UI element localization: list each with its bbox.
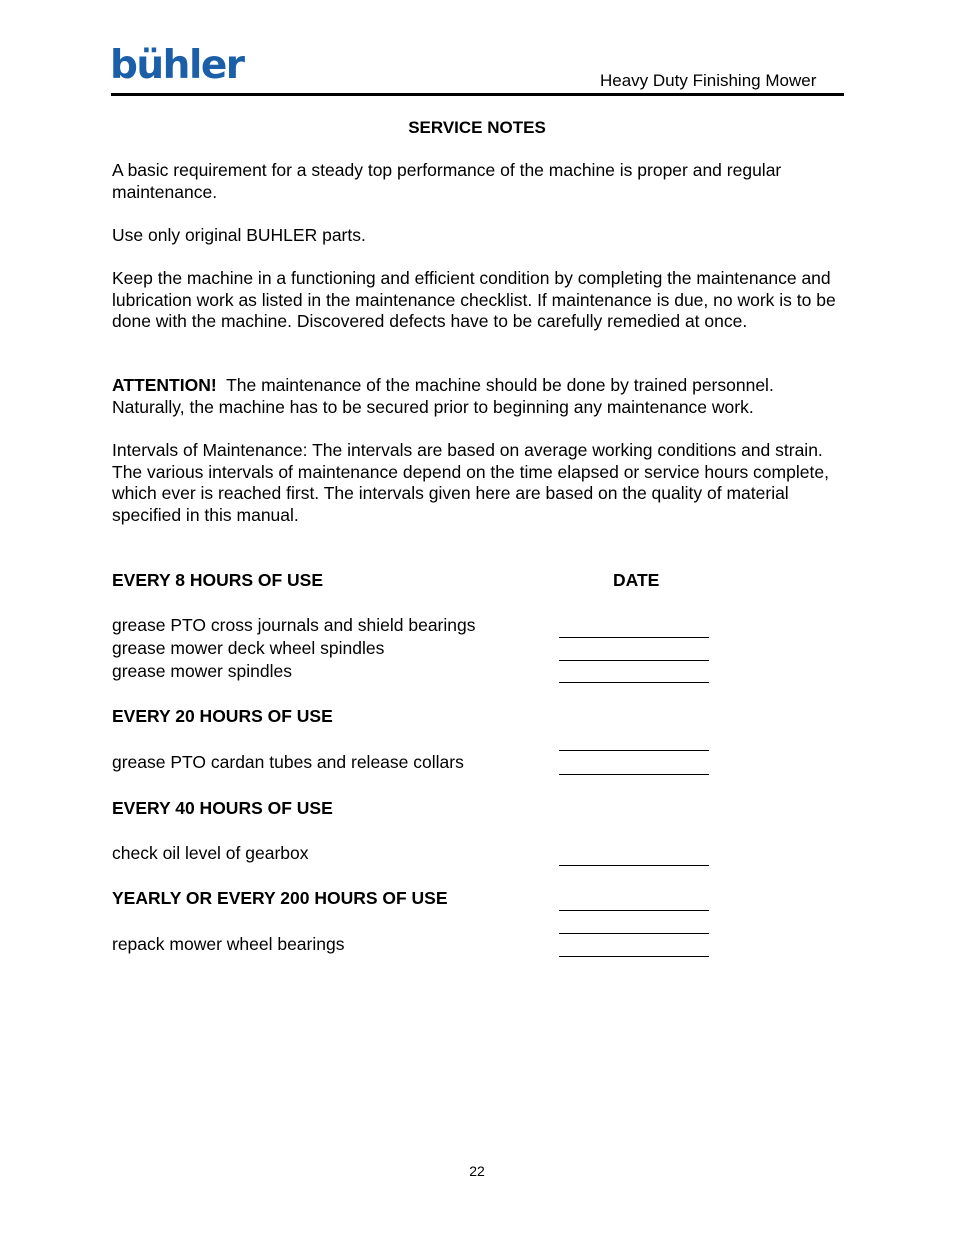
heading-yearly-200-hours: YEARLY OR EVERY 200 HOURS OF USE [112,888,448,908]
heading-every-8-hours: EVERY 8 HOURS OF USE [112,570,324,590]
date-entry-line[interactable] [559,956,709,957]
checklist-item: grease PTO cardan tubes and release collars [112,752,464,772]
paragraph-condition: Keep the machine in a functioning and efficient condition by completing the maintenance and lubrication work as listed in the maintenance checklist. If maintenance is due, no work is to be done with the machine. Discovered defects have to be carefully remedied at once. [112,268,836,332]
date-column-label: DATE [613,570,660,590]
date-entry-line[interactable] [559,750,709,751]
header-divider [111,93,844,96]
section-title: SERVICE NOTES [408,118,546,137]
date-entry-line[interactable] [559,660,709,661]
attention-text: The maintenance of the machine should be done by trained personnel. Naturally, the machine has to be secured prior to beginning any maintenance work. [112,375,784,417]
date-entry-line[interactable] [559,910,709,911]
checklist-item: grease mower deck wheel spindles [112,638,385,658]
date-entry-line[interactable] [559,637,709,638]
page-number: 22 [469,1163,485,1179]
date-entry-line[interactable] [559,774,709,775]
heading-every-20-hours: EVERY 20 HOURS OF USE [112,706,333,726]
attention-label: ATTENTION! [112,375,217,395]
paragraph-requirement: A basic requirement for a steady top performance of the machine is proper and regular maintenance. [112,160,782,202]
checklist-item: check oil level of gearbox [112,843,309,863]
paragraph-intervals: Intervals of Maintenance: The intervals are based on average working conditions and strain. The various intervals of maintenance depend on the time elapsed or service hours complete, which ever is reached first. The intervals given here are based on the quality of material specified in this manual. [112,440,829,525]
paragraph-original-parts: Use only original BUHLER parts. [112,225,366,245]
checklist-item: grease mower spindles [112,661,292,681]
heading-every-40-hours: EVERY 40 HOURS OF USE [112,798,333,818]
checklist-item: repack mower wheel bearings [112,934,345,954]
paragraph-attention [112,375,837,418]
date-entry-line[interactable] [559,682,709,683]
buhler-logo: bühler [110,43,244,88]
date-entry-line[interactable] [559,933,709,934]
document-title: Heavy Duty Finishing Mower [600,71,817,90]
checklist-item: grease PTO cross journals and shield bearings [112,615,476,635]
date-entry-line[interactable] [559,865,709,866]
